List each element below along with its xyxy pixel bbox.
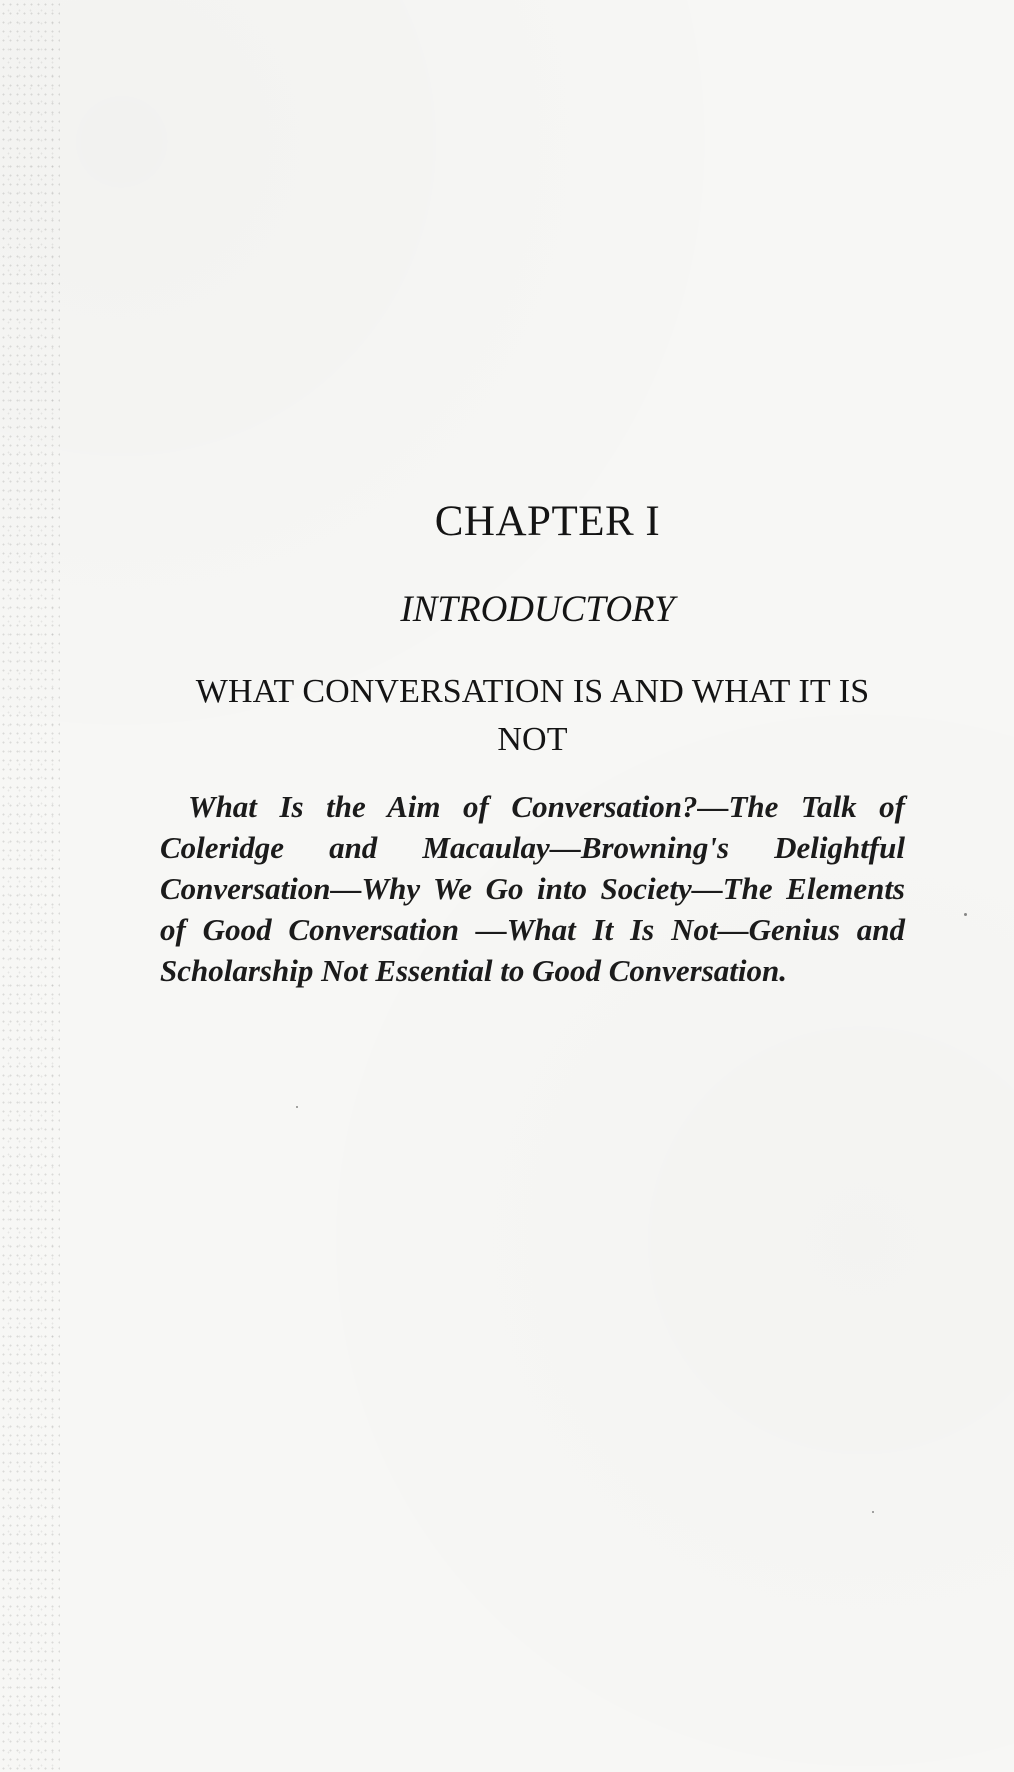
chapter-title: CHAPTER I	[434, 498, 661, 545]
section-title: INTRODUCTORY	[400, 589, 675, 630]
chapter-summary: What Is the Aim of Conversation?—The Talk of Coleridge and Macaulay—Browning's Delightful Conversation—Why We Go into Society—The Elements of Good Conversation —What It Is Not—Genius and Scholarship Not Essential to Good Conversation.	[160, 789, 905, 988]
chapter-heading: WHAT CONVERSATION IS AND WHAT IT IS NOT	[195, 673, 870, 758]
chapter-opening	[160, 500, 905, 991]
page-speck	[872, 1511, 874, 1513]
page-edge-noise	[0, 0, 60, 1772]
page-speck	[964, 913, 967, 916]
page-speck	[296, 1106, 298, 1108]
